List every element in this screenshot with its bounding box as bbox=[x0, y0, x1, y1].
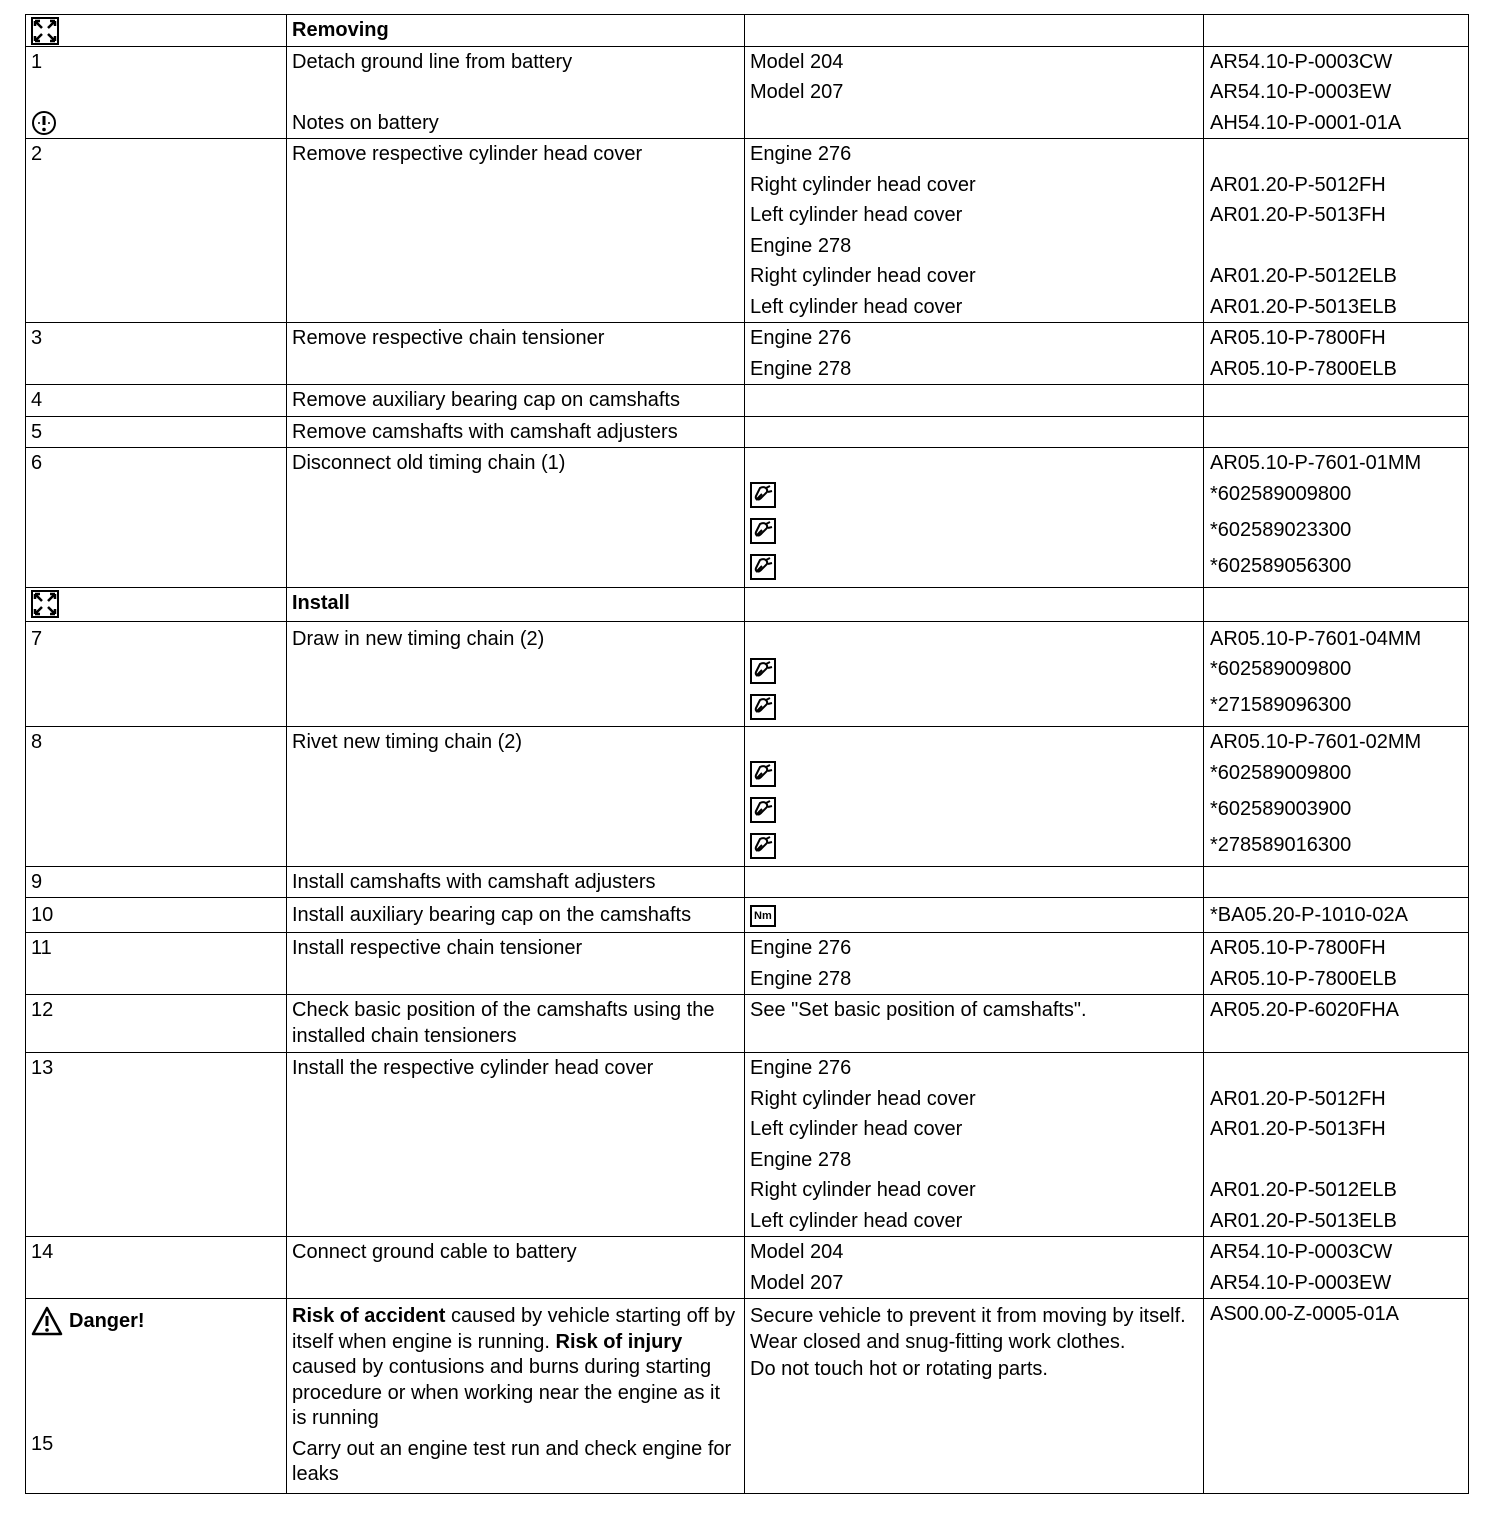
detail-line: Secure vehicle to prevent it from moving by itself. bbox=[750, 1305, 1186, 1327]
special-tool-icon[interactable] bbox=[750, 797, 776, 823]
step-number: 15 bbox=[31, 1433, 54, 1455]
reference-link[interactable] bbox=[1210, 1145, 1463, 1176]
detail-line: Wear closed and snug-fitting work clothes. bbox=[750, 1330, 1126, 1353]
section-title: Install bbox=[292, 591, 350, 614]
step-number: 7 bbox=[31, 627, 43, 650]
table-row bbox=[26, 46, 1469, 139]
risk-injury-text: caused by contusions and burns during starting procedure or when working near the engine as it is running bbox=[292, 1356, 721, 1429]
special-tool-icon[interactable] bbox=[750, 658, 776, 684]
tool-number[interactable]: *602589009800 bbox=[1210, 761, 1352, 784]
step-number: 11 bbox=[31, 937, 52, 959]
reference-link[interactable]: AR54.10-P-0003EW bbox=[1210, 1271, 1392, 1294]
reference-link[interactable]: AR01.20-P-5012FH bbox=[1210, 1087, 1386, 1110]
detail-line: Left cylinder head cover bbox=[750, 295, 963, 318]
step-number: 9 bbox=[31, 870, 43, 893]
detail-line: Model 207 bbox=[750, 81, 844, 103]
table-row bbox=[26, 727, 1469, 867]
step-action: Install respective chain tensioner bbox=[292, 937, 583, 959]
tool-number[interactable]: *271589096300 bbox=[1210, 694, 1352, 716]
table-row bbox=[26, 933, 1469, 995]
special-tool-icon[interactable] bbox=[750, 761, 776, 787]
reference-link[interactable]: AR05.10-P-7800FH bbox=[1210, 937, 1386, 959]
table-row bbox=[26, 898, 1469, 933]
section-header-removing bbox=[26, 15, 1469, 47]
special-tool-icon[interactable] bbox=[750, 482, 776, 508]
reference-link[interactable]: AR05.10-P-7601-04MM bbox=[1210, 627, 1422, 650]
detail-line: Engine 278 bbox=[750, 967, 852, 990]
reference-link[interactable]: AR01.20-P-5013FH bbox=[1210, 1118, 1386, 1140]
reference-link[interactable]: AR05.10-P-7800ELB bbox=[1210, 357, 1397, 380]
detail-line: Engine 278 bbox=[750, 1148, 852, 1171]
step-action: Carry out an engine test run and check engine for leaks bbox=[292, 1437, 732, 1485]
step-number: 8 bbox=[31, 731, 43, 753]
detail-line: Left cylinder head cover bbox=[750, 204, 963, 226]
step-action: Remove respective chain tensioner bbox=[292, 327, 605, 349]
detail-line: Model 204 bbox=[750, 50, 844, 73]
table-row bbox=[26, 621, 1469, 727]
table-row bbox=[26, 139, 1469, 323]
detail-line: Right cylinder head cover bbox=[750, 1179, 976, 1201]
info-note-icon bbox=[31, 110, 57, 136]
detail-line: Model 207 bbox=[750, 1271, 844, 1294]
risk-injury-bold: Risk of injury bbox=[555, 1330, 683, 1353]
special-tool-icon[interactable] bbox=[750, 833, 776, 859]
reference-link[interactable]: AR54.10-P-0003EW bbox=[1210, 81, 1392, 103]
step-action: Connect ground cable to battery bbox=[292, 1241, 577, 1263]
reference-link[interactable]: AS00.00-Z-0005-01A bbox=[1210, 1303, 1400, 1325]
table-row bbox=[26, 1053, 1469, 1237]
detail-line: See "Set basic position of camshafts". bbox=[750, 999, 1087, 1021]
danger-text: Danger! bbox=[69, 1309, 145, 1332]
step-number: 3 bbox=[31, 327, 43, 349]
reference-link[interactable] bbox=[1210, 139, 1463, 170]
step-number: 10 bbox=[31, 904, 54, 926]
reference-link[interactable]: AR54.10-P-0003CW bbox=[1210, 50, 1393, 73]
tool-number[interactable]: *602589003900 bbox=[1210, 797, 1352, 820]
reference-link[interactable]: AR01.20-P-5012FH bbox=[1210, 173, 1386, 196]
table-row bbox=[26, 416, 1469, 448]
detail-line: Engine 276 bbox=[750, 1057, 852, 1079]
step-action: Disconnect old timing chain (1) bbox=[292, 452, 566, 474]
step-action: Rivet new timing chain (2) bbox=[292, 731, 523, 753]
step-number: 6 bbox=[31, 452, 43, 474]
table-row bbox=[26, 323, 1469, 385]
reference-link[interactable]: AR01.20-P-5012ELB bbox=[1210, 265, 1397, 287]
expand-arrows-icon bbox=[31, 590, 59, 618]
detail-line: Right cylinder head cover bbox=[750, 173, 976, 196]
step-number: 14 bbox=[31, 1241, 54, 1263]
special-tool-icon[interactable] bbox=[750, 554, 776, 580]
detail-line: Do not touch hot or rotating parts. bbox=[750, 1358, 1048, 1380]
step-action: Check basic position of the camshafts using the installed chain tensioners bbox=[292, 999, 715, 1047]
step-action: Detach ground line from battery bbox=[292, 50, 573, 73]
step-action: Install the respective cylinder head cover bbox=[292, 1057, 654, 1079]
table-row bbox=[26, 1299, 1469, 1494]
reference-link[interactable]: AR01.20-P-5012ELB bbox=[1210, 1179, 1397, 1201]
detail-line: Engine 276 bbox=[750, 143, 852, 165]
reference-link[interactable]: AR05.10-P-7601-01MM bbox=[1210, 452, 1422, 474]
warning-triangle-icon bbox=[31, 1306, 63, 1336]
expand-arrows-icon bbox=[31, 17, 59, 45]
detail-line: Engine 278 bbox=[750, 357, 852, 380]
detail-line: Model 204 bbox=[750, 1241, 844, 1263]
step-action: Remove respective cylinder head cover bbox=[292, 143, 643, 165]
note-link[interactable]: Notes on battery bbox=[292, 111, 439, 134]
reference-link[interactable]: AR01.20-P-5013FH bbox=[1210, 204, 1386, 226]
step-action: Draw in new timing chain (2) bbox=[292, 627, 545, 650]
tool-number[interactable]: *278589016300 bbox=[1210, 833, 1352, 856]
section-title: Removing bbox=[292, 19, 389, 41]
detail-line: Engine 276 bbox=[750, 327, 852, 349]
detail-line: Right cylinder head cover bbox=[750, 265, 976, 287]
step-action: Remove auxiliary bearing cap on camshafts bbox=[292, 389, 680, 411]
special-tool-icon[interactable] bbox=[750, 518, 776, 544]
reference-link[interactable]: AR01.20-P-5013ELB bbox=[1210, 1209, 1397, 1232]
reference-link[interactable]: AR05.10-P-7800ELB bbox=[1210, 967, 1397, 990]
risk-accident-bold: Risk of accident bbox=[292, 1305, 446, 1327]
torque-nm-icon[interactable]: Nm bbox=[750, 905, 776, 927]
detail-line: Left cylinder head cover bbox=[750, 1209, 963, 1232]
detail-line: Left cylinder head cover bbox=[750, 1118, 963, 1140]
step-number: 5 bbox=[31, 420, 43, 443]
danger-label bbox=[31, 1301, 281, 1341]
tool-number[interactable]: *602589009800 bbox=[1210, 482, 1352, 505]
reference-link[interactable]: AR54.10-P-0003CW bbox=[1210, 1241, 1393, 1263]
table-row bbox=[26, 1237, 1469, 1299]
reference-link[interactable]: AR05.10-P-7800FH bbox=[1210, 327, 1386, 349]
reference-link[interactable]: AR05.10-P-7601-02MM bbox=[1210, 731, 1422, 753]
table-row bbox=[26, 385, 1469, 417]
tool-number[interactable]: *602589023300 bbox=[1210, 518, 1352, 541]
detail-line: Engine 278 bbox=[750, 234, 852, 257]
detail-line: Engine 276 bbox=[750, 937, 852, 959]
procedure-table bbox=[25, 14, 1469, 1494]
reference-link[interactable]: *BA05.20-P-1010-02A bbox=[1210, 904, 1408, 926]
step-action: Install camshafts with camshaft adjusters bbox=[292, 870, 656, 893]
tool-number[interactable]: *602589056300 bbox=[1210, 554, 1352, 577]
table-row bbox=[26, 448, 1469, 588]
reference-link[interactable]: AH54.10-P-0001-01A bbox=[1210, 111, 1402, 134]
danger-description bbox=[292, 1304, 739, 1432]
step-number: 12 bbox=[31, 999, 54, 1021]
risk-accident-text: caused by vehicle starting off by itself when engine is running. bbox=[292, 1305, 736, 1353]
reference-link[interactable]: AR05.20-P-6020FHA bbox=[1210, 999, 1399, 1021]
reference-link[interactable] bbox=[1210, 231, 1463, 262]
step-number: 2 bbox=[31, 143, 43, 165]
step-number: 13 bbox=[31, 1057, 54, 1079]
detail-line: Right cylinder head cover bbox=[750, 1087, 976, 1110]
step-number: 1 bbox=[31, 50, 43, 73]
step-action: Remove camshafts with camshaft adjusters bbox=[292, 420, 678, 443]
table-row bbox=[26, 866, 1469, 898]
special-tool-icon[interactable] bbox=[750, 694, 776, 720]
table-row bbox=[26, 995, 1469, 1053]
step-number: 4 bbox=[31, 389, 43, 411]
reference-link[interactable]: AR01.20-P-5013ELB bbox=[1210, 295, 1397, 318]
step-action: Install auxiliary bearing cap on the camshafts bbox=[292, 904, 692, 926]
section-header-install bbox=[26, 587, 1469, 621]
tool-number[interactable]: *602589009800 bbox=[1210, 658, 1352, 680]
reference-link[interactable] bbox=[1210, 1053, 1463, 1084]
